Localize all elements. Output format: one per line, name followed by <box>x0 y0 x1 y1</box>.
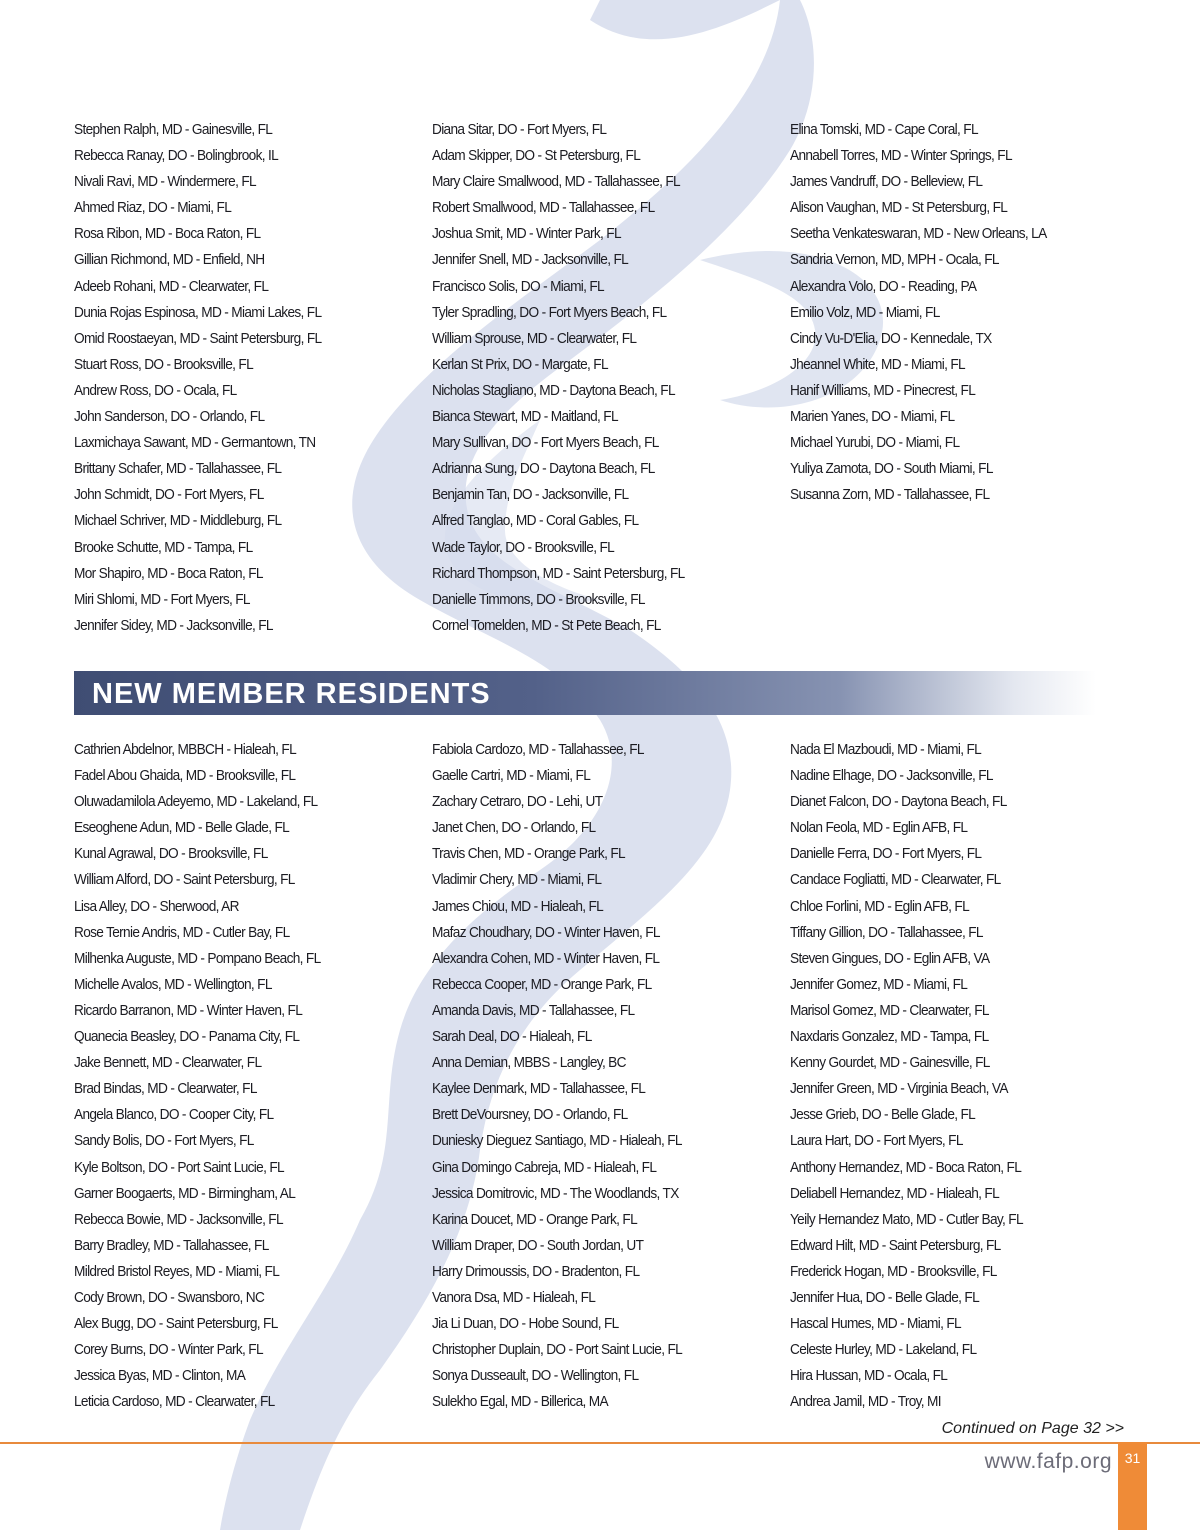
list-item: Kyle Boltson, DO - Port Saint Lucie, FL <box>74 1158 284 1176</box>
page-number: 31 <box>1124 1450 1141 1466</box>
list-item: Steven Gingues, DO - Eglin AFB, VA <box>790 949 990 967</box>
list-item: Zachary Cetraro, DO - Lehi, UT <box>432 793 603 811</box>
list-item: Tiffany Gillion, DO - Tallahassee, FL <box>790 923 983 941</box>
list-item: Sandy Bolis, DO - Fort Myers, FL <box>74 1132 254 1150</box>
list-item: Brooke Schutte, MD - Tampa, FL <box>74 538 253 556</box>
list-item: Naxdaris Gonzalez, MD - Tampa, FL <box>790 1028 989 1046</box>
list-item: Jessica Byas, MD - Clinton, MA <box>74 1367 246 1385</box>
list-item: Rose Ternie Andris, MD - Cutler Bay, FL <box>74 923 290 941</box>
list-item: Yuliya Zamota, DO - South Miami, FL <box>790 460 993 478</box>
list-item: Nadine Elhage, DO - Jacksonville, FL <box>790 767 993 785</box>
list-item: Danielle Ferra, DO - Fort Myers, FL <box>790 845 982 863</box>
list-item: Anna Demian, MBBS - Langley, BC <box>432 1054 626 1072</box>
list-item: Deliabell Hernandez, MD - Hialeah, FL <box>790 1184 1000 1202</box>
list-item: Christopher Duplain, DO - Port Saint Lucie, FL <box>432 1341 683 1359</box>
list-item: Fadel Abou Ghaida, MD - Brooksville, FL <box>74 767 296 785</box>
list-item: John Schmidt, DO - Fort Myers, FL <box>74 486 264 504</box>
list-item: Michael Schriver, MD - Middleburg, FL <box>74 512 282 530</box>
list-item: Brad Bindas, MD - Clearwater, FL <box>74 1080 257 1098</box>
list-item: Rebecca Bowie, MD - Jacksonville, FL <box>74 1210 283 1228</box>
list-item: Nolan Feola, MD - Eglin AFB, FL <box>790 819 968 837</box>
residents-column-2 <box>432 737 790 1415</box>
section-banner <box>74 671 1096 715</box>
list-item: Mary Claire Smallwood, MD - Tallahassee, FL <box>432 173 680 191</box>
new-member-residents-list <box>74 737 1134 1415</box>
list-item: Hira Hussan, MD - Ocala, FL <box>790 1367 948 1385</box>
list-item: Mor Shapiro, MD - Boca Raton, FL <box>74 564 263 582</box>
list-item: Michael Yurubi, DO - Miami, FL <box>790 434 960 452</box>
list-item: Brett DeVoursney, DO - Orlando, FL <box>432 1106 628 1124</box>
footer-divider <box>0 1442 1200 1444</box>
list-item: Richard Thompson, MD - Saint Petersburg, FL <box>432 564 685 582</box>
list-item: Kenny Gourdet, MD - Gainesville, FL <box>790 1054 990 1072</box>
list-item: Kaylee Denmark, MD - Tallahassee, FL <box>432 1080 646 1098</box>
list-item: Karina Doucet, MD - Orange Park, FL <box>432 1210 638 1228</box>
residents-column-1 <box>74 737 432 1415</box>
list-item: Benjamin Tan, DO - Jacksonville, FL <box>432 486 629 504</box>
new-members-column-2 <box>432 117 790 639</box>
list-item: Travis Chen, MD - Orange Park, FL <box>432 845 625 863</box>
list-item: Adam Skipper, DO - St Petersburg, FL <box>432 147 641 165</box>
list-item: Edward Hilt, MD - Saint Petersburg, FL <box>790 1236 1001 1254</box>
list-item: Hanif Williams, MD - Pinecrest, FL <box>790 381 976 399</box>
list-item: Nicholas Stagliano, MD - Daytona Beach, FL <box>432 381 675 399</box>
list-item: Celeste Hurley, MD - Lakeland, FL <box>790 1341 977 1359</box>
list-item: Dianet Falcon, DO - Daytona Beach, FL <box>790 793 1007 811</box>
list-item: Michelle Avalos, MD - Wellington, FL <box>74 975 272 993</box>
list-item: Mafaz Choudhary, DO - Winter Haven, FL <box>432 923 660 941</box>
new-members-column-1 <box>74 117 432 639</box>
list-item: Ahmed Riaz, DO - Miami, FL <box>74 199 232 217</box>
new-members-list <box>74 117 1134 639</box>
list-item: Diana Sitar, DO - Fort Myers, FL <box>432 121 607 138</box>
list-item: Jake Bennett, MD - Clearwater, FL <box>74 1054 262 1072</box>
list-item: Amanda Davis, MD - Tallahassee, FL <box>432 1001 635 1019</box>
list-item: Harry Drimoussis, DO - Bradenton, FL <box>432 1262 640 1280</box>
list-item: Joshua Smit, MD - Winter Park, FL <box>432 225 621 243</box>
list-item: Marien Yanes, DO - Miami, FL <box>790 408 955 426</box>
list-item: Chloe Forlini, MD - Eglin AFB, FL <box>790 897 970 915</box>
list-item: Francisco Solis, DO - Miami, FL <box>432 277 604 295</box>
list-item: Marisol Gomez, MD - Clearwater, FL <box>790 1001 989 1019</box>
page-number-tab <box>1118 1442 1147 1530</box>
list-item: Stuart Ross, DO - Brooksville, FL <box>74 355 254 373</box>
continued-link[interactable]: Continued on Page 32 >> <box>941 1420 1124 1437</box>
list-item: Nada El Mazboudi, MD - Miami, FL <box>790 741 982 758</box>
list-item: Rebecca Cooper, MD - Orange Park, FL <box>432 975 652 993</box>
list-item: Miri Shlomi, MD - Fort Myers, FL <box>74 590 250 608</box>
list-item: Jennifer Hua, DO - Belle Glade, FL <box>790 1288 980 1306</box>
list-item: Kunal Agrawal, DO - Brooksville, FL <box>74 845 268 863</box>
list-item: Sulekho Egal, MD - Billerica, MA <box>432 1393 608 1411</box>
list-item: Dunia Rojas Espinosa, MD - Miami Lakes, FL <box>74 303 322 321</box>
list-item: Rosa Ribon, MD - Boca Raton, FL <box>74 225 261 243</box>
list-item: Sarah Deal, DO - Hialeah, FL <box>432 1028 592 1046</box>
list-item: John Sanderson, DO - Orlando, FL <box>74 408 265 426</box>
list-item: Corey Burns, DO - Winter Park, FL <box>74 1341 263 1359</box>
list-item: Gaelle Cartri, MD - Miami, FL <box>432 767 591 785</box>
list-item: Cornel Tomelden, MD - St Pete Beach, FL <box>432 616 661 634</box>
list-item: Brittany Schafer, MD - Tallahassee, FL <box>74 460 282 478</box>
list-item: Jessica Domitrovic, MD - The Woodlands, TX <box>432 1184 679 1202</box>
list-item: Lisa Alley, DO - Sherwood, AR <box>74 897 239 915</box>
list-item: Leticia Cardoso, MD - Clearwater, FL <box>74 1393 275 1411</box>
list-item: Sandria Vernon, MD, MPH - Ocala, FL <box>790 251 999 269</box>
list-item: Eseoghene Adun, MD - Belle Glade, FL <box>74 819 290 837</box>
list-item: Rebecca Ranay, DO - Bolingbrook, IL <box>74 147 279 165</box>
list-item: Fabiola Cardozo, MD - Tallahassee, FL <box>432 741 644 758</box>
website-link[interactable]: www.fafp.org <box>984 1450 1112 1473</box>
list-item: Vanora Dsa, MD - Hialeah, FL <box>432 1288 596 1306</box>
list-item: Cindy Vu-D'Elia, DO - Kennedale, TX <box>790 329 992 347</box>
list-item: Mildred Bristol Reyes, MD - Miami, FL <box>74 1262 280 1280</box>
list-item: Alison Vaughan, MD - St Petersburg, FL <box>790 199 1008 217</box>
list-item: Anthony Hernandez, MD - Boca Raton, FL <box>790 1158 1022 1176</box>
section-title: NEW MEMBER RESIDENTS <box>92 678 491 710</box>
list-item: Adrianna Sung, DO - Daytona Beach, FL <box>432 460 655 478</box>
list-item: Tyler Spradling, DO - Fort Myers Beach, FL <box>432 303 667 321</box>
list-item: Cathrien Abdelnor, MBBCH - Hialeah, FL <box>74 741 297 758</box>
list-item: James Chiou, MD - Hialeah, FL <box>432 897 604 915</box>
list-item: Frederick Hogan, MD - Brooksville, FL <box>790 1262 997 1280</box>
list-item: Seetha Venkateswaran, MD - New Orleans, LA <box>790 225 1047 243</box>
list-item: Omid Roostaeyan, MD - Saint Petersburg, FL <box>74 329 322 347</box>
list-item: Annabell Torres, MD - Winter Springs, FL <box>790 147 1012 165</box>
list-item: Wade Taylor, DO - Brooksville, FL <box>432 538 615 556</box>
list-item: Andrew Ross, DO - Ocala, FL <box>74 381 237 399</box>
list-item: Stephen Ralph, MD - Gainesville, FL <box>74 121 273 138</box>
list-item: Jia Li Duan, DO - Hobe Sound, FL <box>432 1315 619 1333</box>
list-item: Susanna Zorn, MD - Tallahassee, FL <box>790 486 990 504</box>
list-item: Vladimir Chery, MD - Miami, FL <box>432 871 602 889</box>
list-item: Alexandra Volo, DO - Reading, PA <box>790 277 977 295</box>
list-item: William Sprouse, MD - Clearwater, FL <box>432 329 637 347</box>
list-item: Angela Blanco, DO - Cooper City, FL <box>74 1106 274 1124</box>
list-item: Nivali Ravi, MD - Windermere, FL <box>74 173 256 191</box>
list-item: Bianca Stewart, MD - Maitland, FL <box>432 408 618 426</box>
list-item: Janet Chen, DO - Orlando, FL <box>432 819 596 837</box>
list-item: Jennifer Sidey, MD - Jacksonville, FL <box>74 616 273 634</box>
list-item: Duniesky Dieguez Santiago, MD - Hialeah, FL <box>432 1132 682 1150</box>
new-members-column-3 <box>790 117 1134 639</box>
list-item: Barry Bradley, MD - Tallahassee, FL <box>74 1236 269 1254</box>
list-item: Gillian Richmond, MD - Enfield, NH <box>74 251 265 269</box>
list-item: Oluwadamilola Adeyemo, MD - Lakeland, FL <box>74 793 318 811</box>
list-item: Quanecia Beasley, DO - Panama City, FL <box>74 1028 300 1046</box>
residents-column-3 <box>790 737 1134 1415</box>
list-item: James Vandruff, DO - Belleview, FL <box>790 173 983 191</box>
list-item: Garner Boogaerts, MD - Birmingham, AL <box>74 1184 296 1202</box>
list-item: Danielle Timmons, DO - Brooksville, FL <box>432 590 645 608</box>
list-item: Adeeb Rohani, MD - Clearwater, FL <box>74 277 269 295</box>
list-item: Milhenka Auguste, MD - Pompano Beach, FL <box>74 949 321 967</box>
list-item: Jennifer Snell, MD - Jacksonville, FL <box>432 251 629 269</box>
list-item: Alexandra Cohen, MD - Winter Haven, FL <box>432 949 660 967</box>
list-item: Laxmichaya Sawant, MD - Germantown, TN <box>74 434 316 452</box>
list-item: Jheannel White, MD - Miami, FL <box>790 355 965 373</box>
list-item: Candace Fogliatti, MD - Clearwater, FL <box>790 871 1001 889</box>
list-item: Ricardo Barranon, MD - Winter Haven, FL <box>74 1001 303 1019</box>
list-item: Jesse Grieb, DO - Belle Glade, FL <box>790 1106 976 1124</box>
list-item: Cody Brown, DO - Swansboro, NC <box>74 1288 265 1306</box>
list-item: Laura Hart, DO - Fort Myers, FL <box>790 1132 963 1150</box>
list-item: William Draper, DO - South Jordan, UT <box>432 1236 644 1254</box>
list-item: Hascal Humes, MD - Miami, FL <box>790 1315 961 1333</box>
list-item: Elina Tomski, MD - Cape Coral, FL <box>790 121 978 138</box>
list-item: Gina Domingo Cabreja, MD - Hialeah, FL <box>432 1158 657 1176</box>
list-item: Alex Bugg, DO - Saint Petersburg, FL <box>74 1315 278 1333</box>
list-item: Kerlan St Prix, DO - Margate, FL <box>432 355 608 373</box>
list-item: Mary Sullivan, DO - Fort Myers Beach, FL <box>432 434 659 452</box>
list-item: Sonya Dusseault, DO - Wellington, FL <box>432 1367 639 1385</box>
list-item: Yeily Hernandez Mato, MD - Cutler Bay, FL <box>790 1210 1023 1228</box>
list-item: Jennifer Green, MD - Virginia Beach, VA <box>790 1080 1008 1098</box>
list-item: William Alford, DO - Saint Petersburg, FL <box>74 871 295 889</box>
list-item: Emilio Volz, MD - Miami, FL <box>790 303 940 321</box>
list-item: Andrea Jamil, MD - Troy, MI <box>790 1393 941 1411</box>
list-item: Robert Smallwood, MD - Tallahassee, FL <box>432 199 655 217</box>
list-item: Alfred Tanglao, MD - Coral Gables, FL <box>432 512 639 530</box>
list-item: Jennifer Gomez, MD - Miami, FL <box>790 975 968 993</box>
